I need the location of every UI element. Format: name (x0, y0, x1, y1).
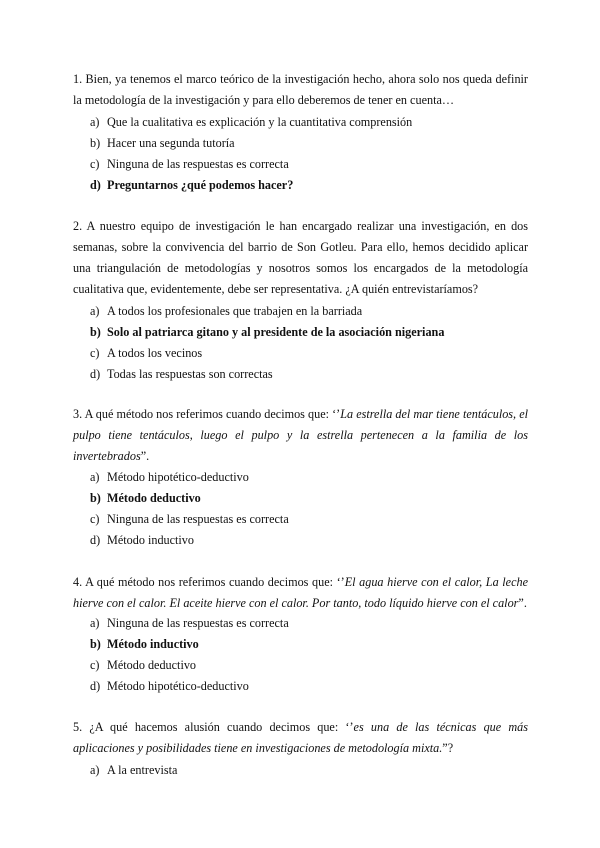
question-3-option-a: a) Método hipotético-deductivo (90, 470, 249, 484)
question-1-option-d: d) Preguntarnos ¿qué podemos hacer? (90, 178, 294, 192)
question-4-text: 4. A qué método nos referimos cuando decimos que: ‘’El agua hierve con el calor, La leche hierve con el calor. El aceite hierve con el calor. Por tanto, todo líquido hierve con el calor”. (73, 575, 528, 610)
question-5-text: 5. ¿A qué hacemos alusión cuando decimos que: ‘’es una de las técnicas que más aplicaciones y posibilidades tiene en investigaciones de metodología mixta.”? (73, 720, 529, 755)
question-4-option-a: a) Ninguna de las respuestas es correcta (90, 616, 289, 630)
question-4-option-d: d) Método hipotético-deductivo (90, 679, 249, 693)
question-4-option-c: c) Método deductivo (90, 658, 197, 672)
question-2-option-c: c) A todos los vecinos (90, 346, 203, 360)
question-5-option-a: a) A la entrevista (90, 763, 178, 777)
question-1-option-c: c) Ninguna de las respuestas es correcta (90, 157, 289, 171)
question-4-option-b: b) Método inductivo (90, 637, 199, 651)
question-2-option-a: a) A todos los profesionales que trabajen en la barriada (90, 304, 363, 318)
question-2-option-d: d) Todas las respuestas son correctas (90, 367, 273, 381)
question-3-text: 3. A qué método nos referimos cuando decimos que: ‘’La estrella del mar tiene tentáculos, el pulpo tiene tentáculos, luego el pulpo y la estrella pertenecen a la familia de los invertebrados”. (73, 407, 528, 463)
question-1-option-b: b) Hacer una segunda tutoría (90, 136, 235, 150)
question-2-text: 2. A nuestro equipo de investigación le han encargado realizar una investigación, en dos semanas, sobre la convivencia del barrio de Son Gotleu. Para ello, hemos decidido aplicar una triangulación de metodologías y nosotros somos los encargados de la metodología cualitativa que, evidentemente, debe ser representativa. ¿A quién entrevistaríamos? (73, 219, 528, 296)
question-3-option-b: b) Método deductivo (90, 491, 201, 505)
question-1-option-a: a) Que la cualitativa es explicación y la cuantitativa comprensión (90, 115, 413, 129)
question-3-option-d: d) Método inductivo (90, 533, 194, 547)
question-2-option-b: b) Solo al patriarca gitano y al presidente de la asociación nigeriana (90, 325, 445, 339)
question-1-text: 1. Bien, ya tenemos el marco teórico de la investigación hecho, ahora solo nos queda definir la metodología de la investigación y para ello deberemos de tener en cuenta… (73, 72, 528, 107)
question-3-option-c: c) Ninguna de las respuestas es correcta (90, 512, 289, 526)
